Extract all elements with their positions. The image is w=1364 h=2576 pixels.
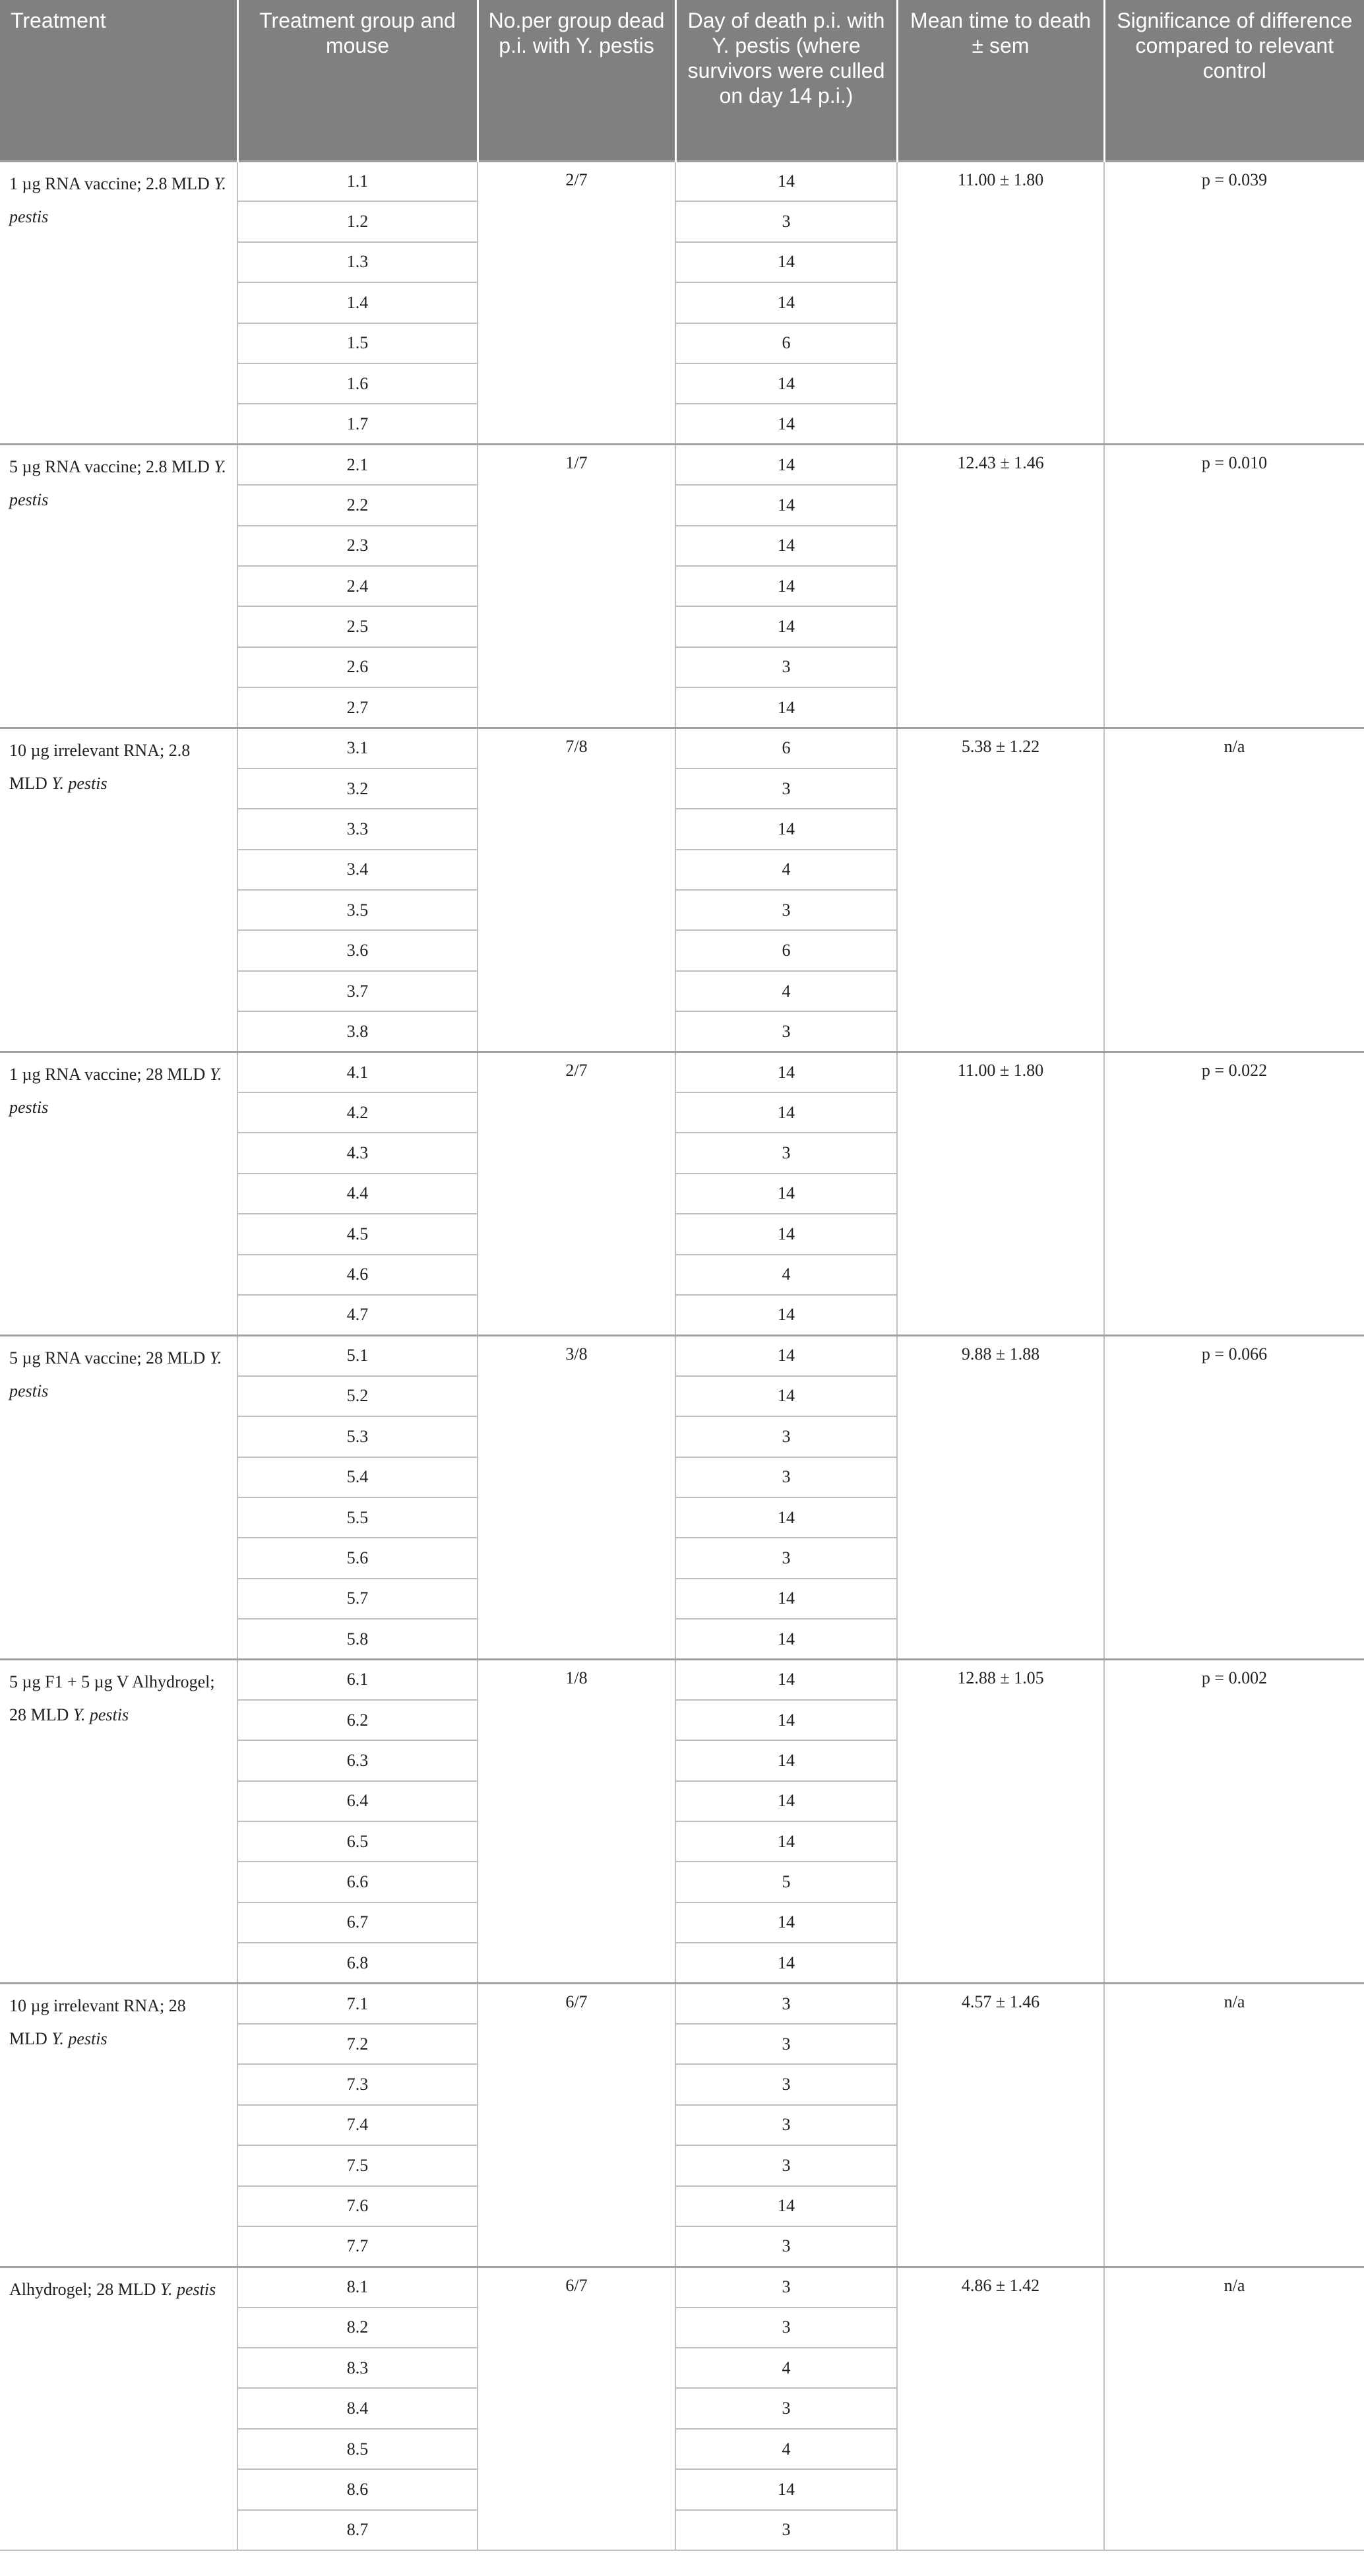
- mouse-id-cell: 7.5: [237, 2145, 478, 2185]
- day-of-death-cell: 14: [675, 1174, 897, 1214]
- mouse-id-cell: 5.1: [237, 1335, 478, 1375]
- mean-time-cell: 12.43 ± 1.46: [897, 445, 1104, 728]
- mouse-id-cell: 2.1: [237, 445, 478, 485]
- treatment-text: Alhydrogel; 28 MLD: [9, 2279, 156, 2299]
- treatment-text: 1 µg RNA vaccine; 28 MLD: [9, 1065, 206, 1084]
- treatment-species: Y. pestis: [9, 457, 226, 510]
- day-of-death-cell: 14: [675, 1781, 897, 1821]
- day-of-death-cell: 14: [675, 606, 897, 646]
- day-of-death-cell: 14: [675, 1052, 897, 1092]
- header-significance: Significance of difference compared to relevant control: [1104, 0, 1364, 161]
- dead-count-cell: 6/7: [478, 2267, 675, 2550]
- treatment-cell: [0, 1984, 237, 2267]
- mouse-id-cell: 3.2: [237, 769, 478, 809]
- day-of-death-cell: 3: [675, 1538, 897, 1578]
- day-of-death-cell: 3: [675, 2510, 897, 2550]
- mouse-id-cell: 5.8: [237, 1619, 478, 1659]
- day-of-death-cell: 14: [675, 2186, 897, 2226]
- day-of-death-cell: 14: [675, 1497, 897, 1538]
- significance-cell: n/a: [1104, 1984, 1364, 2267]
- day-of-death-cell: 14: [675, 1579, 897, 1619]
- mouse-id-cell: 4.5: [237, 1214, 478, 1254]
- mouse-id-cell: 6.4: [237, 1781, 478, 1821]
- day-of-death-cell: 3: [675, 1416, 897, 1457]
- day-of-death-cell: 14: [675, 1619, 897, 1659]
- table-row: [0, 2267, 1364, 2307]
- day-of-death-cell: 3: [675, 647, 897, 687]
- mouse-id-cell: 4.7: [237, 1295, 478, 1335]
- significance-cell: p = 0.010: [1104, 445, 1364, 728]
- mouse-id-cell: 8.1: [237, 2267, 478, 2307]
- day-of-death-cell: 3: [675, 890, 897, 930]
- dead-count-cell: 3/8: [478, 1335, 675, 1659]
- mean-time-cell: 4.86 ± 1.42: [897, 2267, 1104, 2550]
- treatment-species: Y. pestis: [9, 1348, 222, 1400]
- treatment-species: Y. pestis: [51, 773, 108, 793]
- mouse-id-cell: 6.6: [237, 1862, 478, 1902]
- day-of-death-cell: 3: [675, 201, 897, 241]
- mouse-id-cell: 5.6: [237, 1538, 478, 1578]
- day-of-death-cell: 3: [675, 2388, 897, 2428]
- mouse-id-cell: 5.5: [237, 1497, 478, 1538]
- mouse-id-cell: 8.3: [237, 2348, 478, 2388]
- mouse-id-cell: 3.8: [237, 1011, 478, 1052]
- mouse-id-cell: 8.2: [237, 2308, 478, 2348]
- table-row: [0, 1052, 1364, 1092]
- header-mean-time: Mean time to death ± sem: [897, 0, 1104, 161]
- day-of-death-cell: 4: [675, 850, 897, 890]
- mouse-id-cell: 1.7: [237, 404, 478, 444]
- mouse-id-cell: 3.7: [237, 971, 478, 1011]
- treatment-species: Y. pestis: [9, 1065, 222, 1117]
- treatment-cell: [0, 1335, 237, 1659]
- treatment-text: 10 µg irrelevant RNA; 28 MLD: [9, 1996, 186, 2049]
- day-of-death-cell: 3: [675, 2226, 897, 2267]
- mouse-id-cell: 7.3: [237, 2064, 478, 2104]
- mouse-id-cell: 7.2: [237, 2024, 478, 2064]
- mouse-id-cell: 3.1: [237, 728, 478, 768]
- mouse-id-cell: 7.4: [237, 2105, 478, 2145]
- mouse-id-cell: 7.6: [237, 2186, 478, 2226]
- dead-count-cell: 6/7: [478, 1984, 675, 2267]
- dead-count-cell: 1/7: [478, 445, 675, 728]
- treatment-species: Y. pestis: [73, 1705, 129, 1724]
- mouse-id-cell: 2.7: [237, 687, 478, 728]
- treatment-species: Y. pestis: [51, 2029, 108, 2049]
- mouse-id-cell: 4.1: [237, 1052, 478, 1092]
- treatment-species: Y. pestis: [160, 2279, 216, 2299]
- treatment-cell: [0, 1052, 237, 1336]
- mouse-id-cell: 4.6: [237, 1255, 478, 1295]
- day-of-death-cell: 4: [675, 2348, 897, 2388]
- day-of-death-cell: 14: [675, 363, 897, 404]
- header-row: [0, 0, 1364, 161]
- day-of-death-cell: 5: [675, 1862, 897, 1902]
- table-body: [0, 161, 1364, 2550]
- day-of-death-cell: 3: [675, 2267, 897, 2307]
- day-of-death-cell: 14: [675, 242, 897, 282]
- mouse-id-cell: 2.2: [237, 485, 478, 525]
- header-dead-count: No.per group dead p.i. with Y. pestis: [478, 0, 675, 161]
- mean-time-cell: 12.88 ± 1.05: [897, 1659, 1104, 1983]
- mouse-id-cell: 1.5: [237, 323, 478, 363]
- mouse-id-cell: 8.6: [237, 2469, 478, 2509]
- day-of-death-cell: 14: [675, 282, 897, 323]
- day-of-death-cell: 3: [675, 2105, 897, 2145]
- day-of-death-cell: 3: [675, 1133, 897, 1173]
- significance-cell: n/a: [1104, 2267, 1364, 2550]
- day-of-death-cell: 14: [675, 1740, 897, 1780]
- mouse-id-cell: 1.4: [237, 282, 478, 323]
- day-of-death-cell: 14: [675, 2469, 897, 2509]
- mean-time-cell: 11.00 ± 1.80: [897, 161, 1104, 445]
- mouse-id-cell: 5.7: [237, 1579, 478, 1619]
- mouse-id-cell: 3.4: [237, 850, 478, 890]
- significance-cell: p = 0.022: [1104, 1052, 1364, 1336]
- treatment-text: 1 µg RNA vaccine; 2.8 MLD: [9, 173, 210, 193]
- day-of-death-cell: 14: [675, 1376, 897, 1416]
- day-of-death-cell: 14: [675, 445, 897, 485]
- day-of-death-cell: 14: [675, 1821, 897, 1862]
- day-of-death-cell: 14: [675, 161, 897, 201]
- day-of-death-cell: 14: [675, 1902, 897, 1943]
- table-row: [0, 161, 1364, 201]
- mouse-id-cell: 4.2: [237, 1092, 478, 1133]
- significance-cell: n/a: [1104, 728, 1364, 1052]
- mouse-id-cell: 7.1: [237, 1984, 478, 2024]
- mean-time-cell: 9.88 ± 1.88: [897, 1335, 1104, 1659]
- mouse-id-cell: 3.3: [237, 809, 478, 849]
- day-of-death-cell: 6: [675, 323, 897, 363]
- dead-count-cell: 7/8: [478, 728, 675, 1052]
- mouse-id-cell: 2.5: [237, 606, 478, 646]
- mouse-id-cell: 6.2: [237, 1700, 478, 1740]
- table-row: [0, 1659, 1364, 1699]
- day-of-death-cell: 4: [675, 1255, 897, 1295]
- treatment-text: 5 µg F1 + 5 µg V Alhydrogel; 28 MLD: [9, 1672, 215, 1724]
- treatment-text: 5 µg RNA vaccine; 2.8 MLD: [9, 457, 210, 477]
- day-of-death-cell: 14: [675, 566, 897, 606]
- mouse-id-cell: 3.6: [237, 930, 478, 970]
- mouse-id-cell: 6.1: [237, 1659, 478, 1699]
- dead-count-cell: 2/7: [478, 161, 675, 445]
- day-of-death-cell: 3: [675, 1457, 897, 1497]
- day-of-death-cell: 4: [675, 971, 897, 1011]
- mouse-id-cell: 6.8: [237, 1943, 478, 1983]
- dead-count-cell: 1/8: [478, 1659, 675, 1983]
- day-of-death-cell: 14: [675, 1295, 897, 1335]
- day-of-death-cell: 14: [675, 1659, 897, 1699]
- day-of-death-cell: 3: [675, 769, 897, 809]
- mouse-id-cell: 4.3: [237, 1133, 478, 1173]
- mouse-id-cell: 5.2: [237, 1376, 478, 1416]
- mouse-id-cell: 1.2: [237, 201, 478, 241]
- day-of-death-cell: 3: [675, 2308, 897, 2348]
- table-row: [0, 1335, 1364, 1375]
- table-row: [0, 728, 1364, 768]
- mouse-id-cell: 3.5: [237, 890, 478, 930]
- significance-cell: p = 0.039: [1104, 161, 1364, 445]
- header-group-mouse: Treatment group and mouse: [237, 0, 478, 161]
- day-of-death-cell: 3: [675, 1984, 897, 2024]
- header-treatment: Treatment: [0, 0, 237, 161]
- significance-cell: p = 0.066: [1104, 1335, 1364, 1659]
- mean-time-cell: 5.38 ± 1.22: [897, 728, 1104, 1052]
- mouse-id-cell: 7.7: [237, 2226, 478, 2267]
- day-of-death-cell: 14: [675, 526, 897, 566]
- mouse-id-cell: 6.7: [237, 1902, 478, 1943]
- mean-time-cell: 11.00 ± 1.80: [897, 1052, 1104, 1336]
- treatment-text: 10 µg irrelevant RNA; 2.8 MLD: [9, 740, 191, 793]
- mouse-id-cell: 1.6: [237, 363, 478, 404]
- treatment-cell: [0, 2267, 237, 2550]
- day-of-death-cell: 14: [675, 1214, 897, 1254]
- treatment-cell: [0, 161, 237, 445]
- day-of-death-cell: 14: [675, 485, 897, 525]
- day-of-death-cell: 3: [675, 1011, 897, 1052]
- mouse-id-cell: 2.6: [237, 647, 478, 687]
- mouse-id-cell: 4.4: [237, 1174, 478, 1214]
- mouse-id-cell: 2.3: [237, 526, 478, 566]
- day-of-death-cell: 6: [675, 728, 897, 768]
- treatment-text: 5 µg RNA vaccine; 28 MLD: [9, 1348, 206, 1367]
- day-of-death-cell: 4: [675, 2429, 897, 2469]
- mouse-id-cell: 8.5: [237, 2429, 478, 2469]
- mouse-id-cell: 6.3: [237, 1740, 478, 1780]
- mouse-id-cell: 1.1: [237, 161, 478, 201]
- significance-cell: p = 0.002: [1104, 1659, 1364, 1983]
- mouse-id-cell: 2.4: [237, 566, 478, 606]
- table-row: [0, 1984, 1364, 2024]
- day-of-death-cell: 14: [675, 1700, 897, 1740]
- day-of-death-cell: 14: [675, 1092, 897, 1133]
- day-of-death-cell: 6: [675, 930, 897, 970]
- mouse-id-cell: 1.3: [237, 242, 478, 282]
- treatment-cell: [0, 1659, 237, 1983]
- treatment-species: Y. pestis: [9, 173, 226, 226]
- day-of-death-cell: 3: [675, 2145, 897, 2185]
- dead-count-cell: 2/7: [478, 1052, 675, 1336]
- header-day-of-death: Day of death p.i. with Y. pestis (where survivors were culled on day 14 p.i.): [675, 0, 897, 161]
- day-of-death-cell: 14: [675, 687, 897, 728]
- table-row: [0, 445, 1364, 485]
- day-of-death-cell: 3: [675, 2064, 897, 2104]
- treatment-cell: [0, 728, 237, 1052]
- mouse-id-cell: 5.4: [237, 1457, 478, 1497]
- mouse-id-cell: 6.5: [237, 1821, 478, 1862]
- day-of-death-cell: 14: [675, 404, 897, 444]
- mouse-id-cell: 5.3: [237, 1416, 478, 1457]
- mouse-id-cell: 8.4: [237, 2388, 478, 2428]
- day-of-death-cell: 14: [675, 809, 897, 849]
- treatment-cell: [0, 445, 237, 728]
- day-of-death-cell: 3: [675, 2024, 897, 2064]
- day-of-death-cell: 14: [675, 1943, 897, 1983]
- mouse-id-cell: 8.7: [237, 2510, 478, 2550]
- mean-time-cell: 4.57 ± 1.46: [897, 1984, 1104, 2267]
- day-of-death-cell: 14: [675, 1335, 897, 1375]
